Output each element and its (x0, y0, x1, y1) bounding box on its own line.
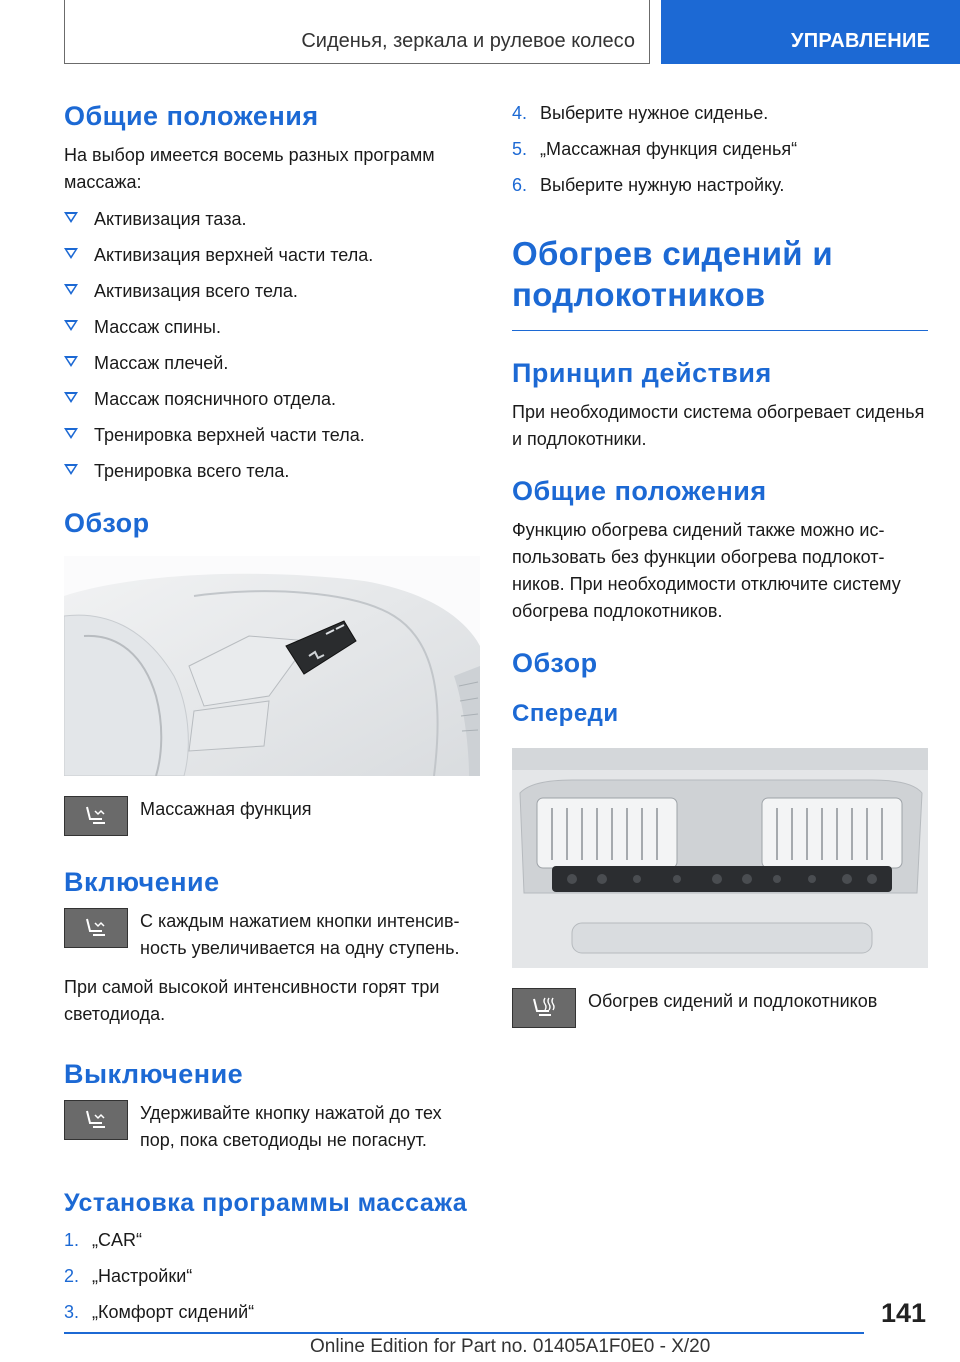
setup-steps (64, 1227, 480, 1326)
list-item: Массаж спины. (64, 314, 480, 340)
header-title-box (64, 0, 650, 64)
list-item: 5. „Массажная функция сиденья“ (512, 139, 798, 159)
general-heading: Общие положения (64, 101, 319, 131)
door-panel-photo (64, 556, 480, 776)
on-row (64, 908, 480, 962)
overview-heading: Обзор (64, 507, 150, 538)
triangle-bullet-icon (64, 428, 78, 439)
front-subheading: Спереди (512, 700, 619, 728)
list-item: Тренировка всего тела. (64, 458, 480, 484)
off-heading: Выключение (64, 1059, 244, 1089)
general-heading: Общие положения (512, 475, 767, 506)
page-number: 141 (880, 1298, 926, 1328)
chapter-title: Сиденья, зеркала и рулевое колесо (301, 30, 635, 52)
list-item: 4. Выберите нужное сиденье. (512, 103, 769, 123)
triangle-bullet-icon (64, 392, 78, 403)
program-list (64, 206, 480, 485)
list-item: Активизация верхней части тела. (64, 242, 480, 268)
principle-text: При необходимости система обогревает сиденья и подлокотники. (512, 401, 925, 449)
section-tab[interactable]: УПРАВЛЕНИЕ (661, 0, 960, 64)
setup-steps-continued (512, 100, 928, 199)
edition-text: Online Edition for Part no. 01405A1F0E0 - X/20 (310, 1336, 711, 1357)
general-text: На выбор имеется восемь разных программ массажа: (64, 144, 435, 192)
left-column (64, 100, 480, 1346)
overview-heading: Обзор (512, 647, 598, 678)
list-item: Активизация таза. (64, 206, 480, 232)
on-instruction: С каждым нажатием кнопки интенсивность увеличивается на одну ступень. (140, 911, 460, 958)
list-item: 1. „CAR“ (64, 1230, 142, 1250)
triangle-bullet-icon (64, 320, 78, 331)
massage-function-label: Массажная функция (140, 799, 312, 820)
principle-heading: Принцип действия (512, 358, 772, 388)
general-text: Функцию обогрева сидений также можно использовать без функции обогрева подлокотников. При необходимости отключите систему обогрева подлокотников. (512, 519, 901, 621)
list-item: 6. Выберите нужную настройку. (512, 175, 785, 195)
seat-massage-icon[interactable] (64, 1100, 128, 1140)
triangle-bullet-icon (64, 248, 78, 259)
center-console-photo (512, 748, 928, 968)
heading-rule (512, 330, 928, 332)
heating-row (512, 988, 928, 1028)
list-item: Массаж поясничного отдела. (64, 386, 480, 412)
triangle-bullet-icon (64, 212, 78, 223)
list-item: Тренировка верхней части тела. (64, 422, 480, 448)
seat-heating-icon[interactable] (512, 988, 576, 1028)
massage-function-row (64, 796, 480, 836)
list-item: Массаж плечей. (64, 350, 480, 376)
on-text: При самой высокой интенсивности горят три светодиода. (64, 977, 440, 1024)
seat-massage-icon[interactable] (64, 796, 128, 836)
right-column (512, 100, 928, 1040)
setup-heading: Установка программы массажа (64, 1188, 468, 1217)
triangle-bullet-icon (64, 464, 78, 475)
triangle-bullet-icon (64, 284, 78, 295)
heating-heading: Обогрев сидений и подлокотников (512, 235, 833, 314)
on-heading: Включение (64, 867, 220, 898)
off-instruction: Удерживайте кнопку нажатой до тех пор, пока светодиоды не погаснут. (140, 1102, 442, 1150)
heating-label: Обогрев сидений и подлокотников (588, 991, 878, 1012)
footer-rule (64, 1332, 864, 1334)
list-item: Активизация всего тела. (64, 278, 480, 304)
list-item: 3. „Комфорт сидений“ (64, 1302, 255, 1322)
list-item: 2. „Настройки“ (64, 1266, 193, 1286)
off-row (64, 1100, 480, 1154)
seat-massage-icon[interactable] (64, 908, 128, 948)
triangle-bullet-icon (64, 356, 78, 367)
